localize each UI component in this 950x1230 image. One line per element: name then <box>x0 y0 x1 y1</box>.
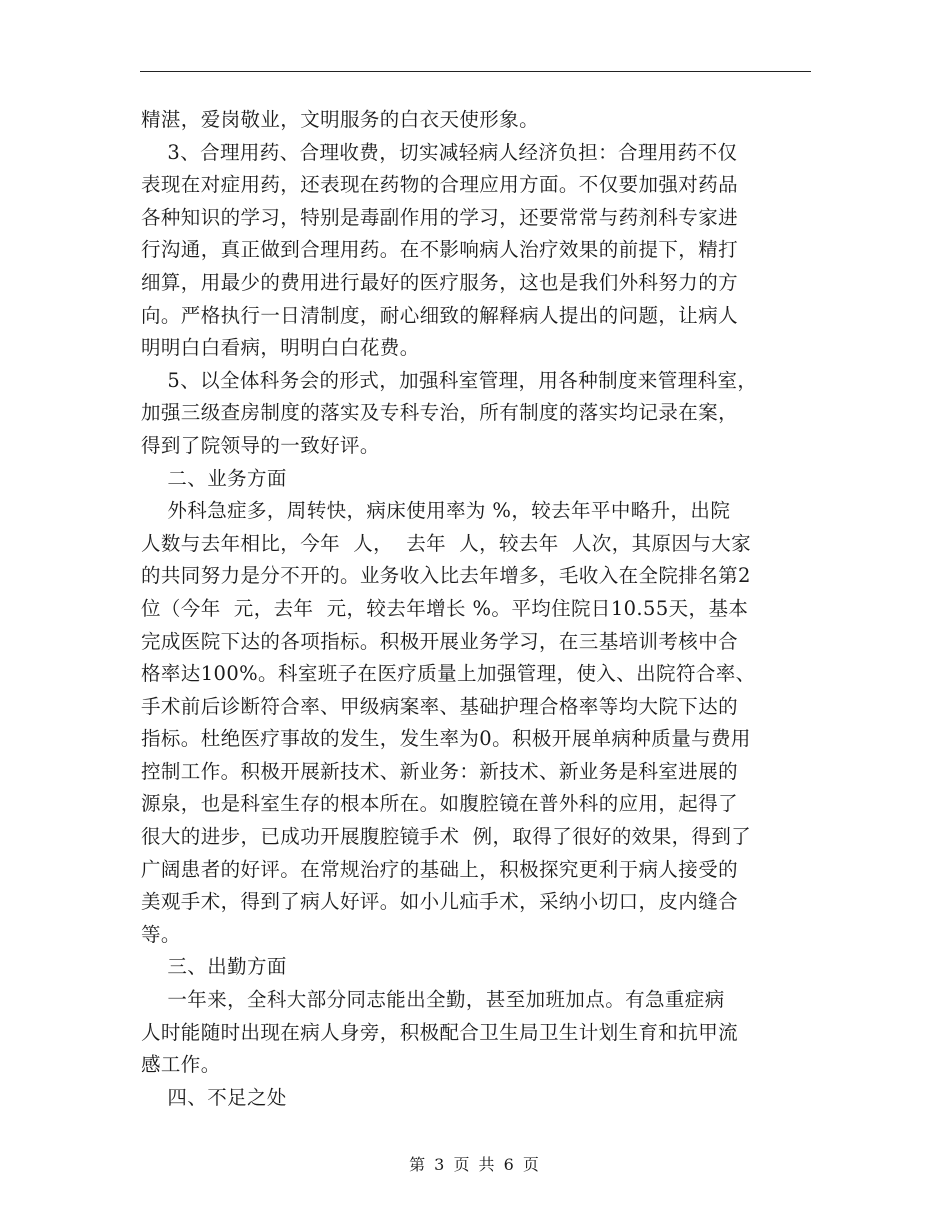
text-line: 美观手术，得到了病人好评。如小儿疝手术，采纳小切口，皮内缝合 <box>141 890 739 914</box>
section-heading: 二、业务方面 <box>141 466 287 490</box>
text-line: 得到了院领导的一致好评。 <box>141 433 380 457</box>
text-line: 的共同努力是分不开的。业务收入比去年增多，毛收入在全院排名第2 <box>141 564 751 588</box>
text-line: 位（今年 元，去年 元，较去年增长 %。平均住院日10.55天，基本 <box>141 596 749 620</box>
text-line: 3、合理用药、合理收费，切实减轻病人经济负担：合理用药不仅 <box>141 140 738 164</box>
text-line: 外科急症多，周转快，病床使用率为 %，较去年平中略升，出院 <box>141 499 731 523</box>
section-heading: 三、出勤方面 <box>141 955 287 979</box>
text-line: 人数与去年相比，今年 人， 去年 人，较去年 人次，其原因与大家 <box>141 531 751 555</box>
header-rule <box>140 71 811 72</box>
text-line: 加强三级查房制度的落实及专科专治，所有制度的落实均记录在案， <box>141 401 739 425</box>
text-line: 人时能随时出现在病人身旁，积极配合卫生局卫生计划生育和抗甲流 <box>141 1020 739 1044</box>
text-line: 精湛，爱岗敬业，文明服务的白衣天使形象。 <box>141 108 540 131</box>
text-line: 完成医院下达的各项指标。积极开展业务学习，在三基培训考核中合 <box>141 629 739 653</box>
text-line: 很大的进步，已成功开展腹腔镜手术 例，取得了很好的效果，得到了 <box>141 825 752 849</box>
text-line: 向。严格执行一日清制度，耐心细致的解释病人提出的问题，让病人 <box>141 303 739 327</box>
text-line: 5、以全体科务会的形式，加强科室管理，用各种制度来管理科室， <box>141 368 758 392</box>
text-line: 细算，用最少的费用进行最好的医疗服务，这也是我们外科努力的方 <box>141 270 739 294</box>
section-heading: 四、不足之处 <box>141 1085 287 1109</box>
text-line: 等。 <box>141 922 181 946</box>
page-body <box>141 104 831 1114</box>
page-number-footer: 第 3 页 共 6 页 <box>409 1155 541 1174</box>
text-line: 各种知识的学习，特别是毒副作用的学习，还要常常与药剂科专家进 <box>141 205 739 229</box>
text-line: 明明白白看病，明明白白花费。 <box>141 336 420 360</box>
text-line: 格率达100%。科室班子在医疗质量上加强管理，使入、出院符合率、 <box>141 662 756 686</box>
text-line: 指标。杜绝医疗事故的发生，发生率为0。积极开展单病种质量与费用 <box>141 727 751 751</box>
text-line: 手术前后诊断符合率、甲级病案率、基础护理合格率等均大院下达的 <box>141 694 739 718</box>
text-line: 感工作。 <box>141 1053 221 1077</box>
text-line: 源泉，也是科室生存的根本所在。如腹腔镜在普外科的应用，起得了 <box>141 792 739 816</box>
text-line: 行沟通，真正做到合理用药。在不影响病人治疗效果的前提下，精打 <box>141 238 739 262</box>
text-line: 广阔患者的好评。在常规治疗的基础上，积极探究更利于病人接受的 <box>141 857 739 881</box>
text-line: 控制工作。积极开展新技术、新业务：新技术、新业务是科室进展的 <box>141 759 739 783</box>
text-line: 表现在对症用药，还表现在药物的合理应用方面。不仅要加强对药品 <box>141 173 739 197</box>
text-line: 一年来，全科大部分同志能出全勤，甚至加班加点。有急重症病 <box>141 988 725 1012</box>
